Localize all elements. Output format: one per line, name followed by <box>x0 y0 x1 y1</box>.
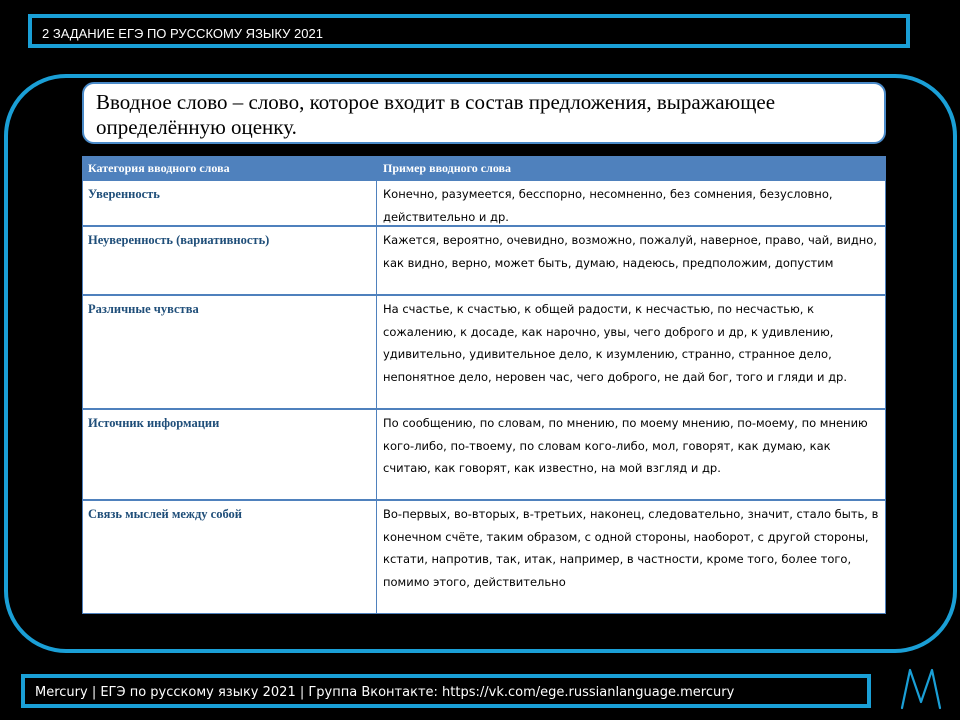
column-header-category: Категория вводного слова <box>82 156 377 180</box>
category-cell: Различные чувства <box>88 302 199 316</box>
footer-text: Mercury | ЕГЭ по русскому языку 2021 | Группа Вконтакте: https://vk.com/ege.russianlanguage.mercury <box>35 685 735 700</box>
category-cell: Связь мыслей между собой <box>88 507 243 521</box>
examples-cell: Кажется, вероятно, очевидно, возможно, пожалуй, наверное, право, чай, видно, как видно, верно, может быть, думаю, надеюсь, предположим, допустим <box>383 233 878 270</box>
category-cell: Неуверенность (вариативность) <box>88 233 270 247</box>
mercury-m-logo-icon <box>896 664 946 712</box>
definition-box <box>82 82 886 144</box>
row-divider <box>82 179 886 181</box>
row-divider <box>82 225 886 227</box>
footer-banner <box>21 674 871 708</box>
column-divider <box>376 156 377 614</box>
definition-text: Вводное слово – слово, которое входит в состав предложения, выражающее определённую оценку. <box>96 90 776 139</box>
category-cell: Источник информации <box>88 416 220 430</box>
top-banner <box>28 14 910 48</box>
slide-title: 2 ЗАДАНИЕ ЕГЭ ПО РУССКОМУ ЯЗЫКУ 2021 <box>42 26 323 41</box>
row-divider <box>82 294 886 296</box>
row-divider <box>82 408 886 410</box>
category-cell: Уверенность <box>88 187 160 201</box>
examples-cell: Во-первых, во-вторых, в-третьих, наконец, следовательно, значит, стало быть, в конечном счёте, таким образом, с одной стороны, наоборот, с другой стороны, кстати, напротив, так, итак, например, в частности, кроме того, более того, помимо этого, действительно <box>383 507 879 589</box>
row-divider <box>82 499 886 501</box>
intro-words-table <box>82 156 886 614</box>
column-header-example: Пример вводного слова <box>377 156 886 180</box>
examples-cell: На счастье, к счастью, к общей радости, к несчастью, по несчастью, к сожалению, к досаде, как нарочно, увы, чего доброго и др, к удивлению, удивительно, удивительное дело, к изумлению, странно, странное дело, непонятное дело, неровен час, чего доброго, не дай бог, того и гляди и др. <box>383 302 848 384</box>
examples-cell: Конечно, разумеется, бесспорно, несомненно, без сомнения, безусловно, действительно и др. <box>383 187 833 224</box>
examples-cell: По сообщению, по словам, по мнению, по моему мнению, по-моему, по мнению кого-либо, по-твоему, по словам кого-либо, мол, говорят, как думаю, как считаю, как говорят, как известно, на мой взгляд и др. <box>383 416 868 475</box>
